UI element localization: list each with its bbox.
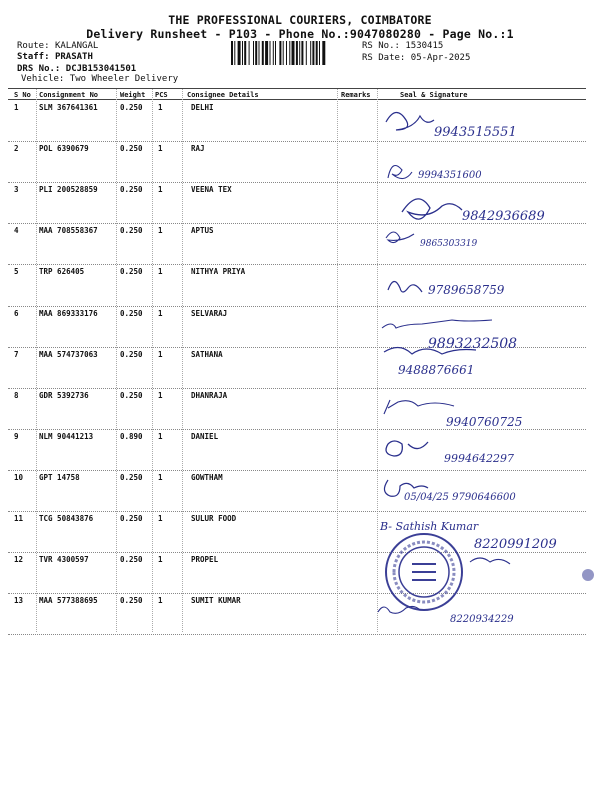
cell-consignment-no: PLI 200528859 xyxy=(39,185,98,195)
cell-sno: 11 xyxy=(14,514,24,523)
cell-consignment-no: TVR 4300597 xyxy=(39,555,89,565)
rs-number: RS No.: 1530415 xyxy=(362,41,444,51)
barcode-bar xyxy=(270,41,271,65)
signature-2 xyxy=(388,166,482,182)
svg-text:9789658759: 9789658759 xyxy=(428,283,505,297)
barcode-bar xyxy=(310,41,311,65)
barcode-bar xyxy=(296,41,298,65)
signature-1 xyxy=(386,112,517,140)
barcode-bar xyxy=(244,41,246,65)
signatures-area xyxy=(378,100,598,635)
table-top-rule xyxy=(8,88,586,89)
cell-pcs: 1 xyxy=(158,103,163,112)
svg-text:9842936689: 9842936689 xyxy=(462,209,545,224)
barcode-bar xyxy=(255,41,257,65)
col-header-consignee: Consignee Details xyxy=(187,91,259,99)
cell-consignment-no: NLM 90441213 xyxy=(39,431,94,441)
cell-consignee: SUMIT KUMAR xyxy=(191,596,241,606)
signature-6 xyxy=(382,320,517,352)
vehicle-info: Vehicle: Two Wheeler Delivery xyxy=(21,74,179,84)
cell-weight: 0.250 xyxy=(120,472,143,482)
barcode-bar xyxy=(322,41,325,65)
cell-consignment-no: GPT 14758 xyxy=(39,472,80,482)
svg-text:9865303319: 9865303319 xyxy=(420,239,478,249)
barcode xyxy=(230,41,355,65)
cell-weight: 0.250 xyxy=(120,555,143,565)
barcode-bar xyxy=(286,41,287,65)
barcode-bar xyxy=(283,41,284,65)
cell-sno: 2 xyxy=(14,144,19,154)
col-header-pcs: PCS xyxy=(155,91,168,99)
cell-weight: 0.890 xyxy=(120,431,143,441)
cell-consignee: GOWTHAM xyxy=(191,472,223,482)
signature-12 xyxy=(470,558,510,564)
company-seal xyxy=(386,534,462,610)
cell-weight: 0.250 xyxy=(120,596,143,606)
cell-pcs: 1 xyxy=(158,596,163,606)
svg-text:05/04/25 9790646600: 05/04/25 9790646600 xyxy=(404,492,516,503)
barcode-bar xyxy=(292,41,295,65)
cell-pcs: 1 xyxy=(158,226,163,236)
barcode-bar xyxy=(253,41,254,65)
cell-consignee: DHANRAJA xyxy=(191,390,228,400)
cell-sno: 5 xyxy=(14,267,19,277)
cell-consignment-no: TRP 626405 xyxy=(39,267,85,277)
cell-consignment-no: GDR 5392736 xyxy=(39,390,89,400)
cell-consignee: SATHANA xyxy=(191,349,223,359)
cell-sno: 8 xyxy=(14,390,19,400)
cell-sno: 6 xyxy=(14,308,19,318)
svg-text:9940760725: 9940760725 xyxy=(446,415,523,429)
cell-consignee: PROPEL xyxy=(191,555,219,565)
barcode-bar xyxy=(249,41,250,65)
column-divider xyxy=(152,89,153,632)
svg-text:9994351600: 9994351600 xyxy=(418,170,482,181)
barcode-bar xyxy=(265,41,268,65)
signature-8 xyxy=(384,400,522,429)
barcode-bar xyxy=(273,41,274,65)
barcode-bar xyxy=(306,41,307,65)
cell-sno: 4 xyxy=(14,226,19,236)
cell-weight: 0.250 xyxy=(120,390,143,400)
barcode-bar xyxy=(242,41,243,65)
column-divider xyxy=(337,89,338,632)
signature-3 xyxy=(402,199,545,224)
barcode-bar xyxy=(238,41,241,65)
handwritten-phone: 9943515551 xyxy=(434,125,517,140)
col-header-consignment: Consignment No xyxy=(39,91,99,99)
svg-text:8220991209: 8220991209 xyxy=(474,537,557,552)
cell-weight: 0.250 xyxy=(120,103,143,112)
signature-9 xyxy=(386,441,514,465)
column-divider xyxy=(182,89,183,632)
company-title: THE PROFESSIONAL COURIERS, COIMBATORE xyxy=(168,13,432,27)
cell-consignment-no: TCG 50843876 xyxy=(39,514,94,523)
col-header-sno: S No xyxy=(14,91,31,99)
barcode-bar xyxy=(301,41,303,65)
cell-pcs: 1 xyxy=(158,390,163,400)
barcode-bar xyxy=(259,41,260,65)
cell-sno: 1 xyxy=(14,103,19,112)
signature-4 xyxy=(386,232,478,249)
barcode-bar xyxy=(312,41,314,65)
cell-weight: 0.250 xyxy=(120,267,143,277)
cell-weight: 0.250 xyxy=(120,514,143,523)
cell-weight: 0.250 xyxy=(120,308,143,318)
cell-consignee: DELHI xyxy=(191,103,214,112)
cell-consignee: SULUR FOOD xyxy=(191,514,237,523)
barcode-bar xyxy=(299,41,300,65)
svg-text:B- Sathish Kumar: B- Sathish Kumar xyxy=(380,520,479,533)
signature-13 xyxy=(378,606,514,625)
cell-consignment-no: MAA 574737063 xyxy=(39,349,98,359)
barcode-bar xyxy=(234,41,235,65)
cell-consignment-no: MAA 708558367 xyxy=(39,226,98,236)
barcode-bar xyxy=(289,41,290,65)
svg-text:9488876661: 9488876661 xyxy=(398,363,475,377)
cell-sno: 10 xyxy=(14,472,24,482)
cell-weight: 0.250 xyxy=(120,185,143,195)
svg-text:8220934229: 8220934229 xyxy=(450,614,514,625)
barcode-bar xyxy=(279,41,281,65)
cell-weight: 0.250 xyxy=(120,144,143,154)
cell-consignee: RAJ xyxy=(191,144,205,154)
cell-weight: 0.250 xyxy=(120,349,143,359)
cell-consignee: APTUS xyxy=(191,226,214,236)
cell-consignment-no: MAA 577388695 xyxy=(39,596,98,606)
cell-pcs: 1 xyxy=(158,349,163,359)
barcode-bar xyxy=(316,41,318,65)
cell-consignee: SELVARAJ xyxy=(191,308,228,318)
cell-sno: 7 xyxy=(14,349,19,359)
signature-5 xyxy=(388,281,505,297)
barcode-bar xyxy=(319,41,320,65)
barcode-bar xyxy=(275,41,276,65)
cell-pcs: 1 xyxy=(158,144,163,154)
column-divider xyxy=(116,89,117,632)
signature-10 xyxy=(384,480,516,503)
rs-date: RS Date: 05-Apr-2025 xyxy=(362,53,471,63)
cell-pcs: 1 xyxy=(158,431,163,441)
ink-blot xyxy=(582,569,594,581)
cell-consignee: VEENA TEX xyxy=(191,185,232,195)
cell-pcs: 1 xyxy=(158,185,163,195)
cell-pcs: 1 xyxy=(158,555,163,565)
cell-consignment-no: POL 6390679 xyxy=(39,144,89,154)
svg-text:9893232508: 9893232508 xyxy=(428,336,518,352)
svg-text:9994642297: 9994642297 xyxy=(444,452,514,465)
cell-consignment-no: SLM 367641361 xyxy=(39,103,98,112)
cell-consignee: NITHYA PRIYA xyxy=(191,267,246,277)
cell-pcs: 1 xyxy=(158,472,163,482)
staff-info: Staff: PRASATH xyxy=(17,52,93,62)
barcode-bar xyxy=(262,41,264,65)
column-divider xyxy=(36,89,37,632)
col-header-remarks: Remarks xyxy=(341,91,371,99)
cell-pcs: 1 xyxy=(158,308,163,318)
route-info: Route: KALANGAL xyxy=(17,41,99,51)
runsheet-title: Delivery Runsheet - P103 - Phone No.:9047080280 - Page No.:1 xyxy=(86,27,514,41)
cell-sno: 12 xyxy=(14,555,24,565)
drs-info: DRS No.: DCJB153041501 xyxy=(17,64,137,74)
cell-pcs: 1 xyxy=(158,267,163,277)
cell-sno: 9 xyxy=(14,431,19,441)
cell-consignee: DANIEL xyxy=(191,431,219,441)
col-header-weight: Weight xyxy=(120,91,146,99)
barcode-bar xyxy=(231,41,233,65)
col-header-seal-signature: Seal & Signature xyxy=(400,91,468,99)
cell-pcs: 1 xyxy=(158,514,163,523)
cell-sno: 13 xyxy=(14,596,24,606)
cell-weight: 0.250 xyxy=(120,226,143,236)
cell-sno: 3 xyxy=(14,185,19,195)
cell-consignment-no: MAA 869333176 xyxy=(39,308,98,318)
